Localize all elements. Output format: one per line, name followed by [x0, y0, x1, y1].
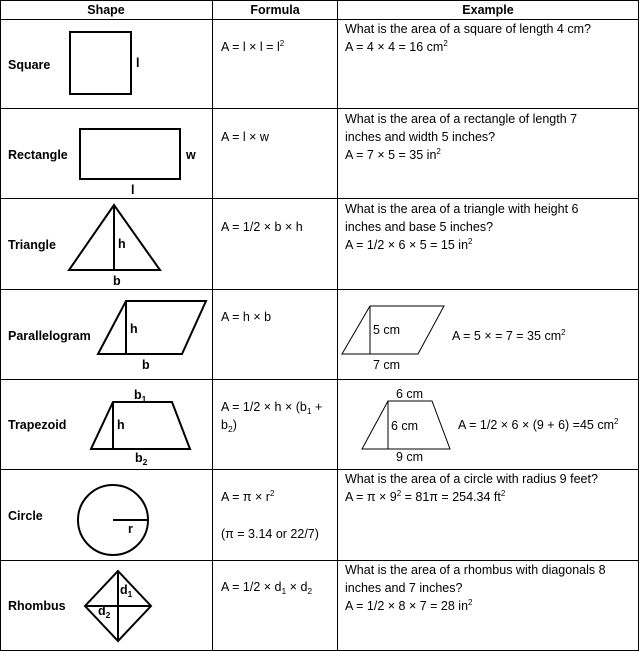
bottom-base-label: $b_2$ [135, 451, 148, 467]
header-formula: Formula [250, 3, 300, 17]
header-shape: Shape [87, 3, 125, 17]
shape-name: Trapezoid [8, 418, 67, 432]
example-question-line-2: inches and width 5 inches? [345, 130, 496, 144]
example-question: What is the area of a circle with radius 9 feet? [345, 472, 598, 486]
example-question-line-1: What is the area of a rhombus with diagonals 8 [345, 563, 606, 577]
formula-line-1: $A = 1/2 \times h \times (b_1$ + [221, 400, 323, 416]
example-answer: A = 7 × 5 = 35 $in^2$ [345, 147, 441, 162]
base-label: b [113, 274, 121, 288]
example-question-line-1: What is the area of a rectangle of length 7 [345, 112, 578, 126]
row-trapezoid [8, 387, 619, 467]
example-bottom-label: 9 cm [396, 450, 424, 464]
example-base-label: 7 cm [373, 358, 401, 372]
example-question-line-2: inches and 7 inches? [345, 581, 463, 595]
formula: A = h × b [221, 310, 272, 324]
diagonal-2-label: $d_2$ [98, 604, 111, 620]
example-answer: A = 1/2 × 6 × 5 = 15 $in^2$ [345, 237, 473, 252]
example-answer: A = 1/2 × 6 × (9 + 6) =45 $cm^2$ [458, 417, 619, 432]
formula-note: (π = 3.14 or 22/7) [221, 527, 319, 541]
example-question-line-1: What is the area of a triangle with height 6 [345, 202, 579, 216]
row-circle [8, 472, 598, 555]
row-square [8, 22, 591, 94]
row-parallelogram [8, 301, 566, 372]
example-answer: A = 4 × 4 = 16 $cm^2$ [345, 39, 448, 54]
example-answer: A = 5 × = 7 = 35 $cm^2$ [452, 328, 566, 343]
shape-name: Rhombus [8, 599, 66, 613]
example-height-label: 5 cm [373, 323, 401, 337]
table-header [87, 3, 514, 17]
row-rhombus [8, 563, 606, 641]
rectangle-figure [80, 129, 180, 179]
formula: $A = 1/2 \times d_1 \times d_2$ [221, 580, 313, 596]
formula: $A = \pi \times r^2$ [221, 489, 275, 504]
header-example: Example [462, 3, 514, 17]
row-rectangle [8, 112, 577, 197]
top-base-label: $b_1$ [134, 388, 147, 404]
radius-label: r [128, 522, 133, 536]
formula-line-2: $b_2$) [221, 418, 237, 434]
base-label: b [142, 358, 150, 372]
height-label: h [130, 322, 138, 336]
length-label: l [131, 183, 135, 197]
square-figure [70, 32, 131, 94]
shape-name: Circle [8, 509, 43, 523]
example-height-label: 6 cm [391, 419, 419, 433]
example-answer: $A = \pi \times 9^2 = 81\pi = 254.34$ $ft^2$ [345, 489, 506, 504]
height-label: h [117, 418, 125, 432]
shape-name: Square [8, 58, 51, 72]
parallelogram-figure [98, 301, 206, 354]
trapezoid-figure [91, 402, 190, 449]
formula: A = 1/2 × b × h [221, 220, 303, 234]
example-answer: A = 1/2 × 8 × 7 = 28 $in^2$ [345, 598, 473, 613]
example-question-line-2: inches and base 5 inches? [345, 220, 494, 234]
shape-name: Parallelogram [8, 329, 91, 343]
example-top-label: 6 cm [396, 387, 424, 401]
shape-name: Triangle [8, 238, 56, 252]
example-question: What is the area of a square of length 4 cm? [345, 22, 591, 36]
side-label: l [136, 56, 140, 70]
diagonal-1-label: $d_1$ [120, 583, 133, 599]
height-label: h [118, 237, 126, 251]
shape-name: Rectangle [8, 148, 68, 162]
formula: $A = l \times l = l^2$ [221, 39, 285, 54]
width-label: w [186, 148, 196, 162]
row-triangle [8, 202, 579, 288]
formula: A = l × w [221, 130, 269, 144]
